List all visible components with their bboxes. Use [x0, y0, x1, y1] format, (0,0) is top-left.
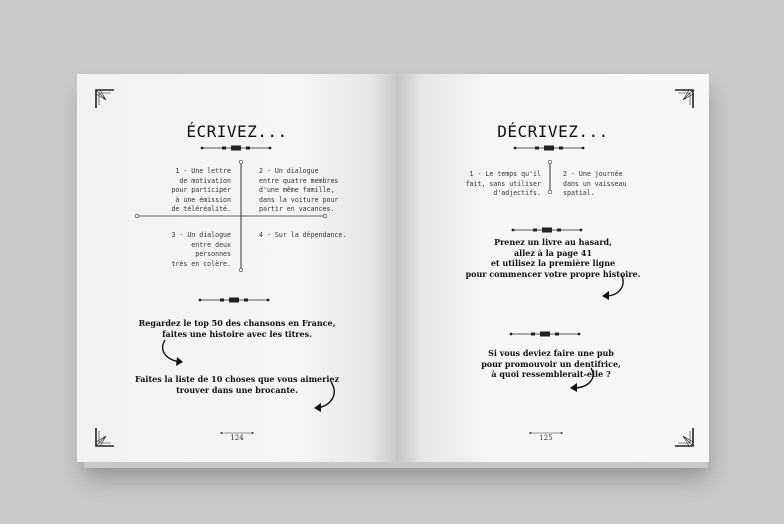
activity-prompt: Faites la liste de 10 choses que vous aimeriez trouver dans une brocante.: [134, 374, 340, 395]
flourish-divider-icon: [509, 330, 581, 338]
flourish-divider-icon: [511, 226, 583, 234]
page-title: ÉCRIVEZ...: [186, 122, 288, 141]
prompt-item: 1 - Le temps qu'il fait, sans utiliser d'adjectifs.: [465, 170, 541, 198]
prompt-item: 4 - Sur la dépendance.: [259, 231, 347, 239]
curved-arrow-icon: [161, 338, 187, 368]
activity-prompt: Si vous deviez faire une pub pour promouvoir un dentifrice, à quoi ressemblerait-elle ?: [481, 348, 621, 379]
curved-arrow-icon: [309, 380, 337, 412]
curved-arrow-icon: [565, 366, 597, 394]
flourish-divider-icon: [513, 144, 585, 152]
corner-ornament-icon: [94, 88, 116, 110]
right-page: [397, 74, 709, 462]
corner-ornament-icon: [673, 426, 695, 448]
prompt-item: 1 - Une lettre de motivation pour participer à une émission de téléréalité.: [171, 167, 231, 214]
activity-prompt: Prenez un livre au hasard, allez à la page 41 et utilisez la première ligne pour commencer votre propre histoire.: [465, 237, 641, 279]
prompt-item: 2 - Un dialogue entre quatre membres d'une même famille, dans la voiture pour partir en vacances.: [259, 167, 339, 214]
corner-ornament-icon: [94, 426, 116, 448]
curved-arrow-icon: [597, 272, 627, 302]
left-page: [77, 74, 397, 462]
page-number: 124: [230, 434, 244, 442]
vertical-divider: [547, 160, 553, 194]
corner-ornament-icon: [673, 88, 695, 110]
prompt-item: 3 - Un dialogue entre deux personnes très en colère.: [171, 231, 231, 268]
page-number: 125: [539, 434, 553, 442]
flourish-divider-icon: [198, 296, 270, 304]
prompt-item: 2 - Une journée dans un vaisseau spatial.: [563, 170, 627, 198]
page-title: DÉCRIVEZ...: [497, 122, 609, 141]
flourish-divider-icon: [200, 144, 272, 152]
activity-prompt: Regardez le top 50 des chansons en France, faites une histoire avec les titres.: [138, 318, 336, 339]
